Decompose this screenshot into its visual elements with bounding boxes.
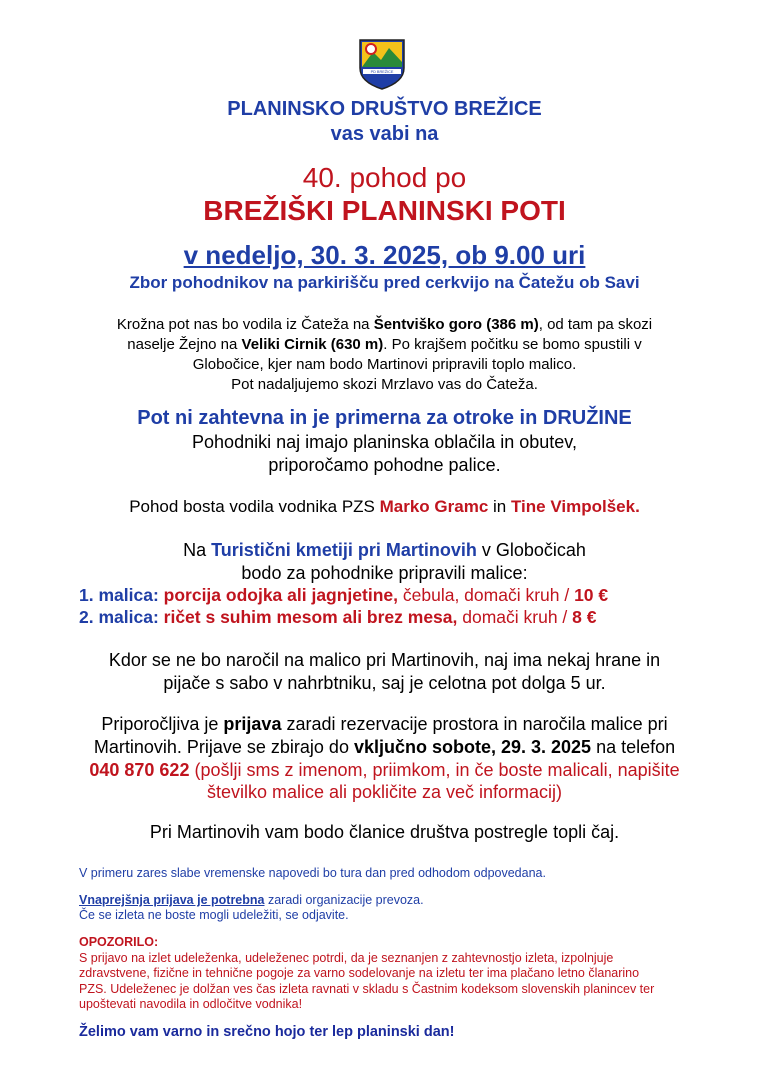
warning-title: OPOZORILO: bbox=[79, 935, 159, 949]
closing-wish: Želimo vam varno in srečno hojo ter lep planinski dan! bbox=[79, 1024, 455, 1040]
registration-line-2: Martinovih. Prijave se zbirajo do vključno sobote, 29. 3. 2025 na telefon bbox=[93, 737, 676, 757]
warning-line-1: S prijavo na izlet udeleženka, udeleženec potrdi, da je seznanjen z zahtevnostjo izleta, izpolnjuje bbox=[79, 951, 614, 965]
equipment-line-2: priporočamo pohodne palice. bbox=[268, 455, 501, 475]
snack-option-1: 1. malica: porcija odojka ali jagnjetine, čebula, domači kruh / 10 € bbox=[79, 585, 609, 605]
guides-line: Pohod bosta vodila vodnika PZS Marko Gramc in Tine Vimpolšek. bbox=[129, 497, 640, 516]
event-date: v nedeljo, 30. 3. 2025, ob 9.00 uri bbox=[183, 240, 586, 270]
weather-note: V primeru zares slabe vremenske napovedi bo tura dan pred odhodom odpovedana. bbox=[79, 866, 546, 880]
cancel-note: Če se izleta ne boste mogli udeležiti, se odjavite. bbox=[79, 908, 349, 922]
tea-line: Pri Martinovih vam bodo članice društva postregle topli čaj. bbox=[149, 822, 620, 842]
invite-text: vas vabi na bbox=[330, 123, 439, 145]
equipment-line-1: Pohodniki naj imajo planinska oblačila in obutev, bbox=[192, 432, 577, 452]
route-line-3: Globočice, kjer nam bodo Martinovi pripravili toplo malico. bbox=[192, 356, 577, 373]
registration-line-3: 040 870 622 (pošlji sms z imenom, priimkom, in če boste malicali, napišite bbox=[89, 760, 680, 780]
farm-line: Na Turistični kmetiji pri Martinovih v Globočicah bbox=[183, 540, 586, 560]
warning-line-3: PZS. Udeleženec je dolžan ves čas izleta ravnati v skladu s Častnim kodeksom slovenskih planincev ter bbox=[79, 982, 655, 996]
warning-line-2: zdravstvene, fizične in tehnične pogoje za varno sodelovanje na izletu ter ima plačano letno članarino bbox=[79, 966, 640, 980]
difficulty-headline: Pot ni zahtevna in je primerna za otroke in DRUŽINE bbox=[137, 407, 632, 429]
event-title-line1: 40. pohod po bbox=[302, 162, 467, 193]
registration-line-1: Priporočljiva je prijava zaradi rezervacije prostora in naročila malice pri bbox=[101, 714, 668, 734]
prereg-note: Vnaprejšnja prijava je potrebna zaradi organizacije prevoza. bbox=[79, 893, 424, 907]
svg-text:PD BREŽICE: PD BREŽICE bbox=[370, 70, 394, 74]
no-order-line-1: Kdor se ne bo naročil na malico pri Martinovih, naj ima nekaj hrane in bbox=[108, 650, 661, 670]
route-line-1: Krožna pot nas bo vodila iz Čateža na Šentviško goro (386 m), od tam pa skozi bbox=[116, 316, 653, 333]
meeting-point: Zbor pohodnikov na parkirišču pred cerkvijo na Čatežu ob Savi bbox=[129, 273, 640, 292]
phone-number[interactable]: 040 870 622 bbox=[89, 760, 190, 780]
route-line-4: Pot nadaljujemo skozi Mrzlavo vas do Čateža. bbox=[231, 376, 538, 393]
event-title-line2: BREŽIŠKI PLANINSKI POTI bbox=[203, 195, 566, 226]
warning-line-4: upoštevati navodila in odločitve vodnika! bbox=[79, 997, 303, 1011]
club-logo bbox=[357, 38, 407, 90]
snack-option-2: 2. malica: ričet s suhim mesom ali brez mesa, domači kruh / 8 € bbox=[79, 607, 597, 627]
organization-name: PLANINSKO DRUŠTVO BREŽICE bbox=[227, 98, 542, 120]
snack-intro: bodo za pohodnike pripravili malice: bbox=[241, 563, 528, 583]
route-line-2: naselje Žejno na Veliki Cirnik (630 m). Po krajšem počitku se bomo spustili v bbox=[127, 336, 642, 353]
registration-line-4: številko malice ali pokličite za več informacij) bbox=[206, 782, 563, 802]
no-order-line-2: pijače s sabo v nahrbtniku, saj je celotna pot dolga 5 ur. bbox=[163, 673, 606, 693]
